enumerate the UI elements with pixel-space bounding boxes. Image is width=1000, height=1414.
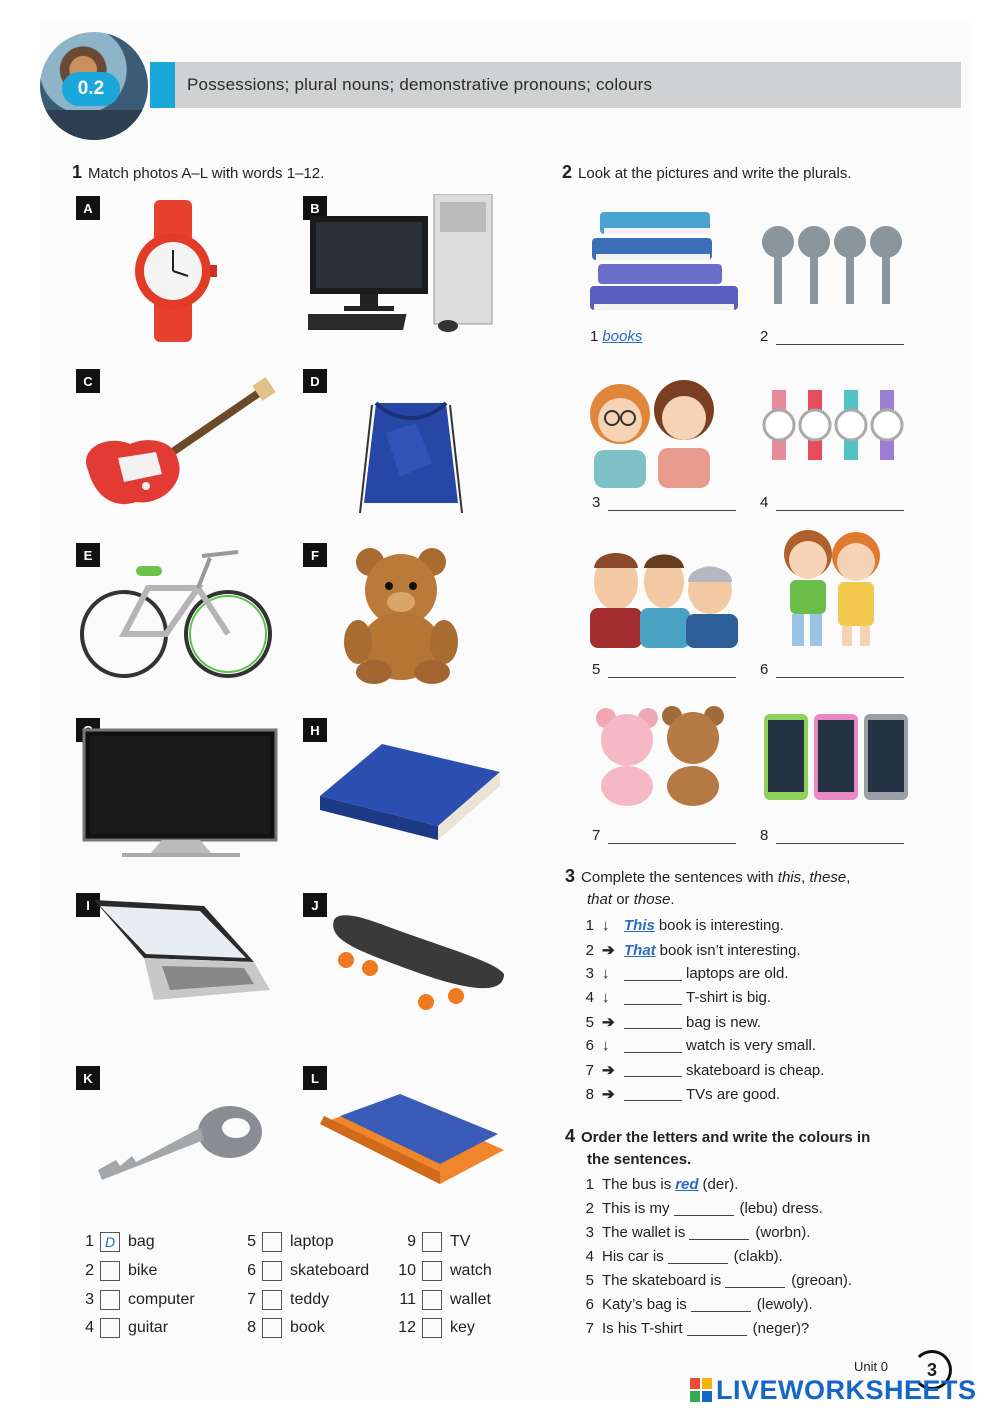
skateboard-icon: [326, 910, 510, 1010]
word-number: 9: [407, 1233, 416, 1250]
sentence-text: book isn’t interesting.: [659, 941, 801, 959]
word-item: [236, 1232, 334, 1252]
answer-blank[interactable]: [674, 1202, 734, 1216]
word-number: 1: [85, 1233, 94, 1250]
plural-answer-blank[interactable]: [776, 331, 904, 345]
word-item: [74, 1261, 157, 1281]
plural-answer[interactable]: books: [602, 328, 643, 345]
photo-letter: K: [76, 1066, 100, 1090]
arrow-down-icon: ↓: [602, 965, 610, 982]
word-or: or: [612, 891, 634, 908]
sentence-text: The skateboard is: [602, 1272, 722, 1289]
answer-blank[interactable]: [689, 1226, 749, 1240]
exercise4-instruction: Order the letters and write the colours in: [581, 1129, 871, 1146]
men-icon: [586, 548, 742, 648]
sentence-number: 1: [585, 917, 594, 934]
word-item: [396, 1261, 492, 1281]
answer-blank[interactable]: [687, 1322, 747, 1336]
children-icon: [776, 524, 888, 648]
sentence-number: 5: [585, 1272, 594, 1289]
answer-blank[interactable]: [624, 967, 682, 981]
keyword-those: those: [633, 891, 671, 908]
sentence-number: 4: [585, 1248, 594, 1265]
word-number: 12: [398, 1319, 416, 1336]
answer-blank[interactable]: [624, 1015, 682, 1029]
exercise4-heading: [565, 1125, 925, 1171]
sentence-text: The bus is: [602, 1176, 672, 1193]
exercise4-sentence: [580, 1200, 823, 1217]
plural-number: 4: [760, 494, 769, 511]
unit-badge: 0.2: [62, 72, 120, 106]
word-number: 10: [398, 1262, 416, 1279]
plural-number: 2: [760, 328, 769, 345]
answer-box[interactable]: [100, 1261, 120, 1281]
exercise3-instruction: Complete the sentences with: [581, 869, 778, 886]
word-item: [74, 1318, 168, 1338]
word-label: TV: [450, 1233, 471, 1250]
laptop-icon: [84, 900, 274, 1004]
photo-letter: C: [76, 369, 100, 393]
sentence-hint: (neger)?: [752, 1320, 810, 1337]
punct: .: [670, 891, 675, 908]
sentence-number: 3: [585, 965, 594, 982]
exercise3-sentence: [580, 1037, 816, 1054]
sentence-hint: (lewoly).: [756, 1296, 813, 1313]
sentence-hint: (worbn).: [755, 1224, 811, 1241]
exercise4-instruction: the sentences.: [587, 1151, 692, 1168]
plural-item: [760, 494, 904, 511]
answer-box[interactable]: [422, 1318, 442, 1338]
photo-letter: E: [76, 543, 100, 567]
book-icon: [318, 736, 502, 842]
sentence-number: 5: [585, 1013, 594, 1031]
word-label: book: [290, 1319, 325, 1336]
wallet-icon: [320, 1094, 506, 1186]
keyword-these: these: [809, 869, 847, 886]
exercise3-sentence: [580, 1013, 761, 1031]
word-item: [236, 1318, 325, 1338]
teddies-icon: [592, 706, 728, 806]
exercise4-number: 4: [565, 1126, 576, 1146]
word-item: [396, 1232, 470, 1252]
exercise4-sentence: [580, 1320, 809, 1337]
exercise4-sentence: [580, 1248, 783, 1265]
sentence-hint: (clakb).: [733, 1248, 783, 1265]
exercise2-instruction: Look at the pictures and write the plurals.: [578, 165, 852, 182]
word-label: bag: [128, 1233, 155, 1250]
sentence-number: 7: [585, 1061, 594, 1079]
arrow-right-icon: ➔: [602, 1062, 615, 1079]
exercise3-sentence: [580, 917, 784, 934]
word-label: teddy: [290, 1291, 330, 1308]
liveworksheets-brand: LIVEWORKSHEETS: [716, 1374, 977, 1405]
plural-item: [760, 661, 904, 678]
photo-letter: L: [303, 1066, 327, 1090]
answer-box[interactable]: D: [100, 1232, 120, 1252]
plural-number: 5: [592, 661, 601, 678]
sentence-text: watch is very small.: [686, 1037, 817, 1054]
plural-answer-blank[interactable]: [608, 830, 736, 844]
punct: ,: [801, 869, 810, 886]
bag-icon: [356, 393, 466, 518]
sentence-text: His car is: [602, 1248, 664, 1265]
photo-letter: A: [76, 196, 100, 220]
arrow-right-icon: ➔: [602, 1086, 615, 1103]
exercise4-sentence: [580, 1224, 810, 1241]
plural-answer-blank[interactable]: [608, 664, 736, 678]
answer-box[interactable]: [422, 1261, 442, 1281]
sentence-number: 7: [585, 1320, 594, 1337]
answer-fill[interactable]: This: [624, 917, 655, 934]
exercise1-instruction: Match photos A–L with words 1–12.: [88, 165, 325, 182]
exercise3-sentence: [580, 1061, 824, 1079]
arrow-right-icon: ➔: [602, 1014, 615, 1031]
word-item: [236, 1290, 329, 1310]
answer-box[interactable]: [100, 1318, 120, 1338]
word-label: wallet: [450, 1291, 491, 1308]
plural-answer-blank[interactable]: [608, 497, 736, 511]
word-label: skateboard: [290, 1262, 370, 1279]
guitar-icon: [78, 378, 278, 518]
sentence-number: 3: [585, 1224, 594, 1241]
sentence-number: 6: [585, 1296, 594, 1313]
plural-item: [592, 827, 736, 844]
answer-blank[interactable]: [624, 1039, 682, 1053]
header-stripe: [150, 62, 175, 108]
sentence-number: 4: [585, 989, 594, 1006]
key-icon: [96, 1100, 264, 1184]
liveworksheets-mark-icon: [690, 1378, 712, 1402]
computer-icon: [308, 194, 498, 336]
plural-answer-blank[interactable]: [776, 830, 904, 844]
answer-blank[interactable]: [691, 1298, 751, 1312]
plural-number: 1: [590, 328, 599, 345]
answer-box[interactable]: [422, 1290, 442, 1310]
word-label: watch: [450, 1262, 492, 1279]
exercise3-sentence: [580, 989, 771, 1006]
word-number: 6: [247, 1262, 256, 1279]
sentence-number: 2: [585, 1200, 594, 1217]
girls-icon: [586, 374, 718, 488]
phones-icon: [762, 712, 912, 802]
plural-item: [760, 827, 904, 844]
exercise4-sentence: [580, 1296, 813, 1313]
exercise1-heading: [72, 162, 324, 183]
answer-fill[interactable]: red: [675, 1176, 699, 1193]
word-number: 4: [85, 1319, 94, 1336]
plural-item: [592, 661, 736, 678]
word-number: 2: [85, 1262, 94, 1279]
word-number: 3: [85, 1291, 94, 1308]
photo-letter: J: [303, 893, 327, 917]
sentence-hint: (greoan).: [791, 1272, 853, 1289]
sentence-hint: (lebu) dress.: [739, 1200, 823, 1217]
plural-answer-blank[interactable]: [776, 664, 904, 678]
punct: ,: [846, 869, 851, 886]
plural-item: [590, 328, 642, 345]
sentence-text: Katy’s bag is: [602, 1296, 687, 1313]
answer-blank[interactable]: [725, 1274, 785, 1288]
answer-blank[interactable]: [668, 1250, 728, 1264]
plural-number: 7: [592, 827, 601, 844]
exercise3-sentence: [580, 941, 801, 959]
exercise2-heading: [562, 162, 852, 183]
bike-icon: [78, 548, 274, 684]
exercise3-number: 3: [565, 866, 576, 886]
keys-icon: [760, 222, 910, 308]
plural-item: [760, 328, 904, 345]
liveworksheets-logo: [690, 1372, 990, 1408]
exercise4-sentence: [580, 1272, 852, 1289]
arrow-right-icon: ➔: [602, 942, 615, 959]
answer-blank[interactable]: [624, 991, 682, 1005]
word-number: 5: [247, 1233, 256, 1250]
plural-number: 3: [592, 494, 601, 511]
answer-box[interactable]: [262, 1318, 282, 1338]
keyword-that: that: [587, 891, 613, 908]
sentence-text: This is my: [602, 1200, 670, 1217]
tv-icon: [82, 728, 280, 860]
sentence-text: T-shirt is big.: [686, 989, 772, 1006]
sentence-text: Is his T-shirt: [602, 1320, 683, 1337]
plural-number: 6: [760, 661, 769, 678]
arrow-down-icon: ↓: [602, 989, 610, 1006]
unit-label: Unit 0: [854, 1359, 888, 1374]
word-item: [236, 1261, 369, 1281]
watches-icon: [762, 390, 912, 460]
word-number: 11: [399, 1291, 416, 1308]
sentence-text: bag is new.: [686, 1013, 762, 1031]
teddy-icon: [336, 546, 466, 686]
answer-box[interactable]: [262, 1261, 282, 1281]
answer-blank[interactable]: [624, 1087, 682, 1101]
photo-letter: I: [76, 893, 100, 917]
watch-icon: [128, 200, 218, 342]
word-label: laptop: [290, 1233, 334, 1250]
exercise3-heading: [565, 865, 925, 911]
arrow-down-icon: ↓: [602, 917, 610, 934]
sentence-number: 8: [585, 1085, 594, 1103]
keyword-this: this: [777, 869, 802, 886]
word-label: key: [450, 1319, 475, 1336]
sentence-text: book is interesting.: [658, 917, 784, 934]
arrow-down-icon: ↓: [602, 1037, 610, 1054]
word-item: [74, 1290, 195, 1310]
sentence-number: 1: [585, 1176, 594, 1193]
page-title: Possessions; plural nouns; demonstrative pronouns; colours: [175, 62, 961, 108]
word-number: 8: [247, 1319, 256, 1336]
sentence-number: 2: [585, 941, 594, 959]
answer-box[interactable]: [422, 1232, 442, 1252]
word-item: [396, 1318, 475, 1338]
photo-letter: H: [303, 718, 327, 742]
answer-blank[interactable]: [624, 1063, 682, 1077]
sentence-text: skateboard is cheap.: [686, 1061, 825, 1079]
photo-letter: B: [303, 196, 327, 220]
books-icon: [590, 208, 740, 312]
exercise4-sentence: [580, 1176, 738, 1193]
sentence-number: 6: [585, 1037, 594, 1054]
exercise3-sentence: [580, 965, 789, 982]
exercise2-number: 2: [562, 162, 573, 182]
sentence-text: The wallet is: [602, 1224, 686, 1241]
plural-number: 8: [760, 827, 769, 844]
exercise1-number: 1: [72, 162, 83, 182]
answer-box[interactable]: [262, 1232, 282, 1252]
answer-fill[interactable]: That: [624, 941, 656, 959]
answer-box[interactable]: [100, 1290, 120, 1310]
word-number: 7: [247, 1291, 256, 1308]
word-label: computer: [128, 1291, 195, 1308]
page-number: 3: [912, 1350, 952, 1390]
plural-item: [592, 494, 736, 511]
photo-letter: D: [303, 369, 327, 393]
sentence-text: TVs are good.: [686, 1085, 781, 1103]
word-label: guitar: [128, 1319, 169, 1336]
word-label: bike: [128, 1262, 158, 1279]
sentence-hint: (der).: [702, 1176, 739, 1193]
photo-letter: F: [303, 543, 327, 567]
word-item: [74, 1232, 155, 1252]
sentence-text: laptops are old.: [686, 965, 789, 982]
exercise3-sentence: [580, 1085, 780, 1103]
answer-box[interactable]: [262, 1290, 282, 1310]
plural-answer-blank[interactable]: [776, 497, 904, 511]
word-item: [396, 1290, 491, 1310]
